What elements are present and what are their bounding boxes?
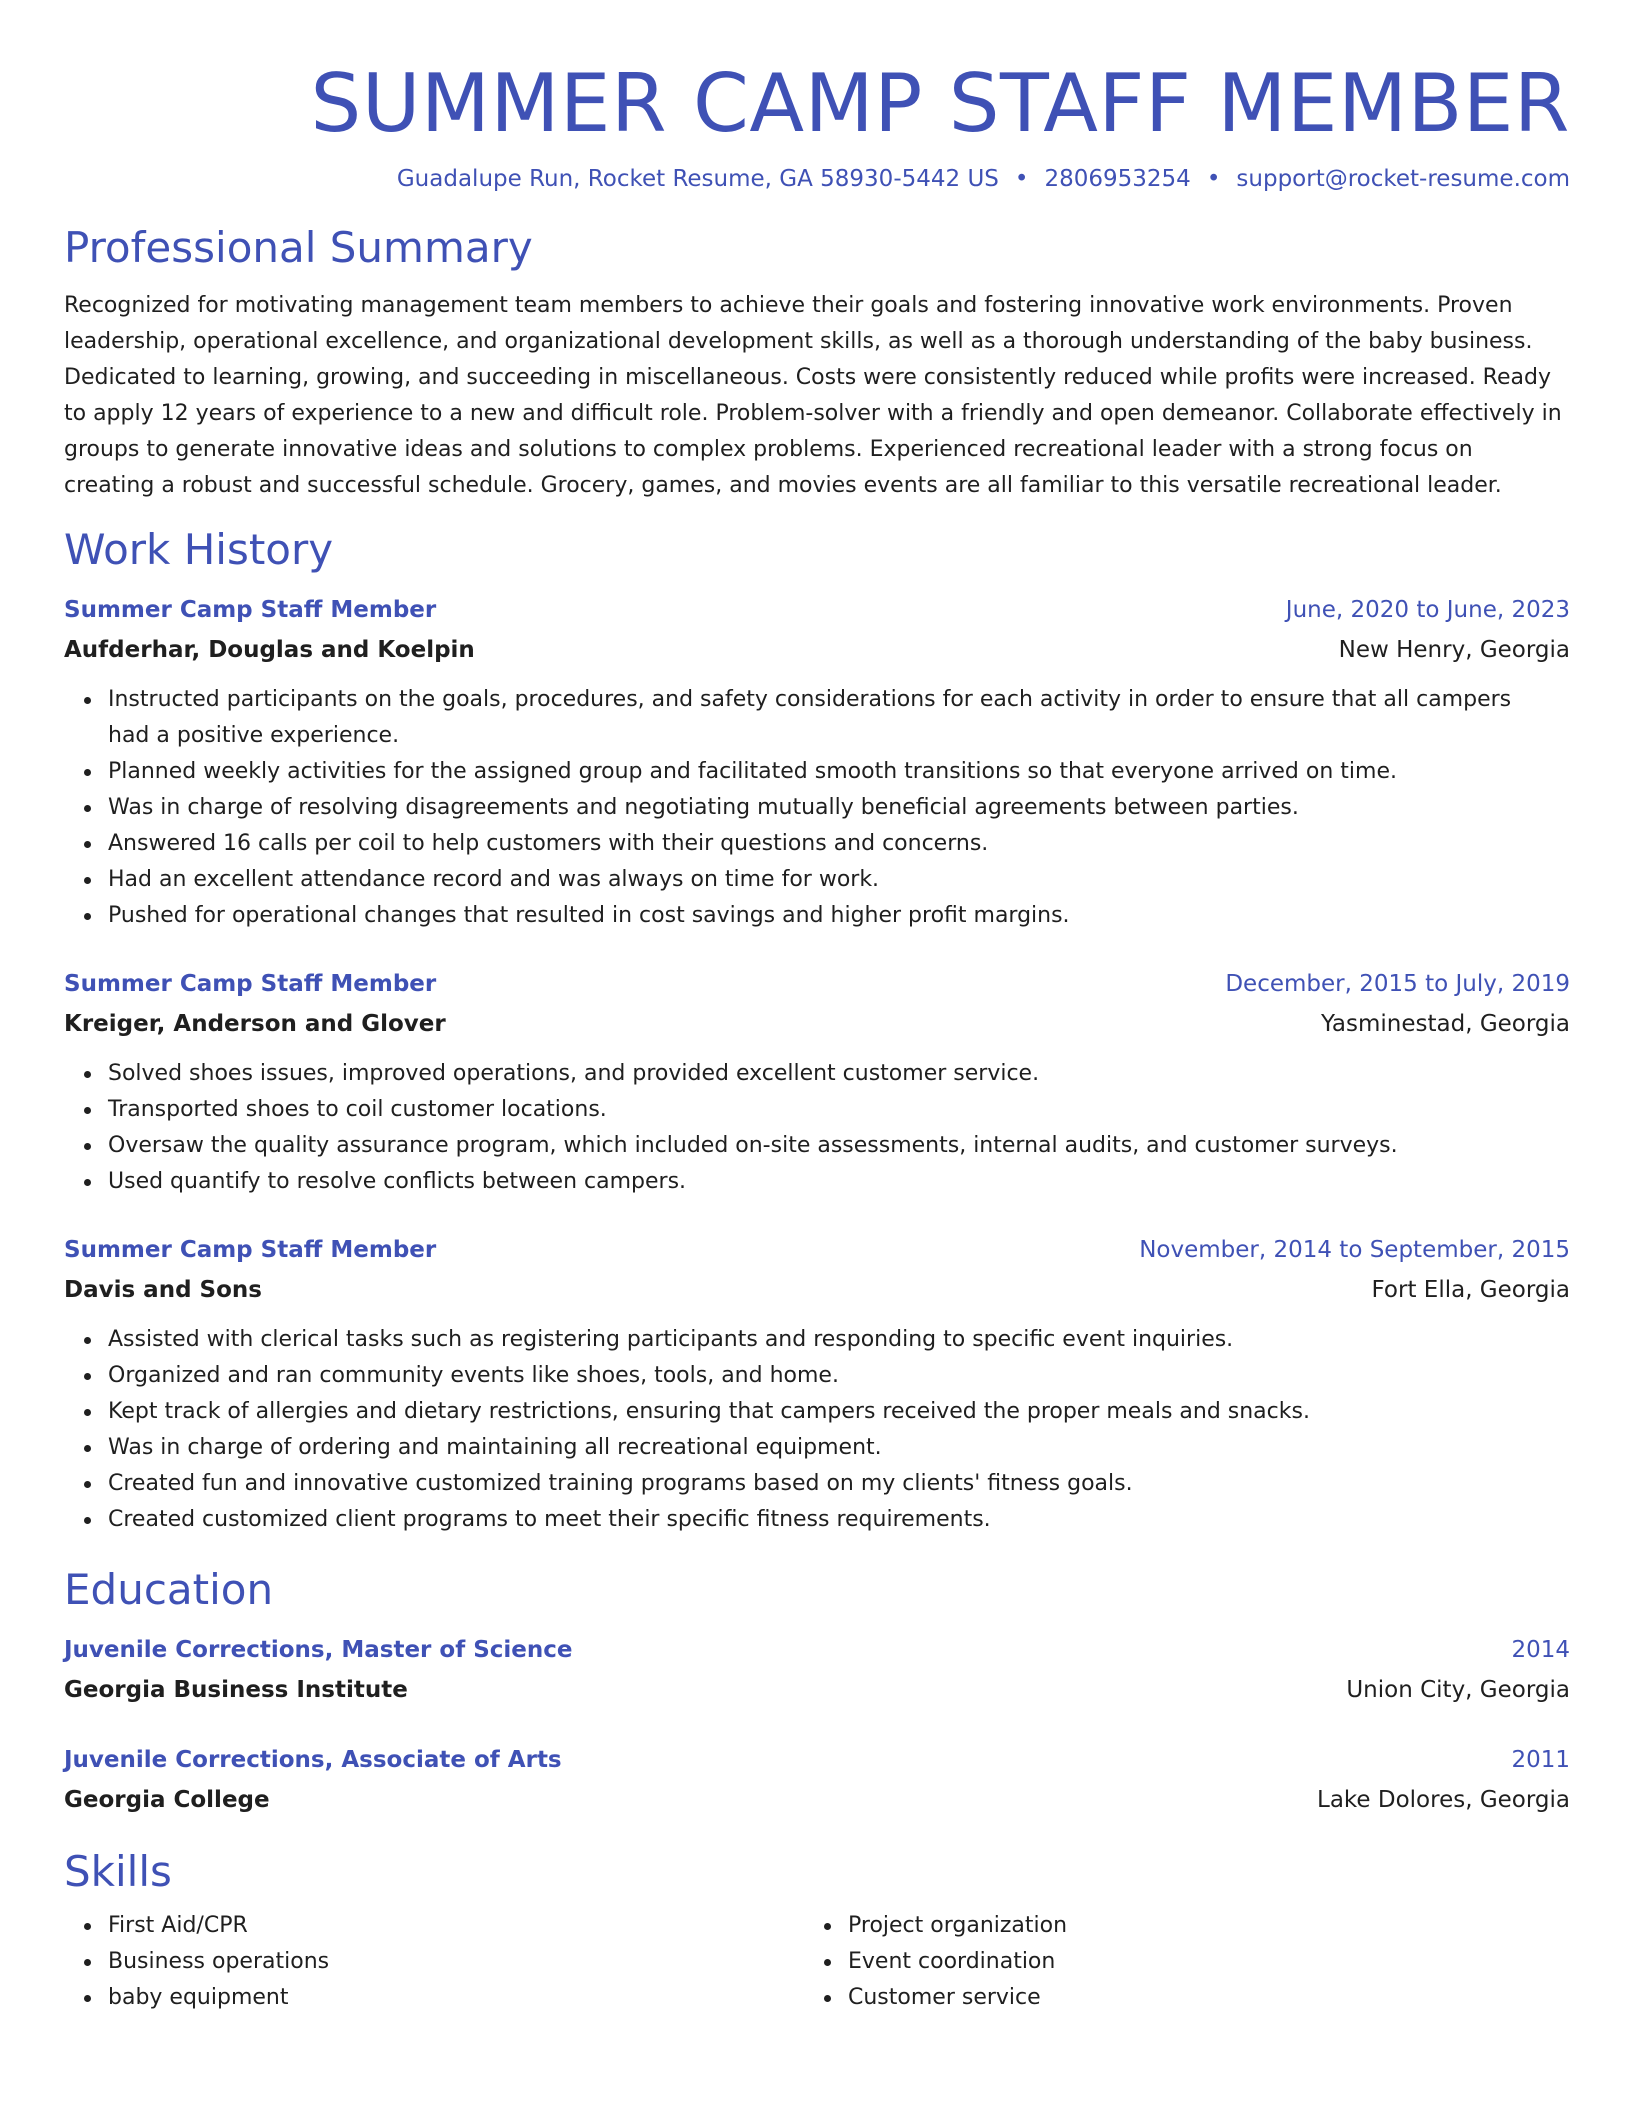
job-bullet: Transported shoes to coil customer locations.: [108, 1092, 1570, 1128]
job-bullets: [64, 682, 1570, 934]
summary-text: Recognized for motivating management team members to achieve their goals and fostering innovative work environments. Proven leadership, operational excellence, and organizational development skills, as well as a thorough understanding of the baby business. Dedicated to learning, growing, and succeeding in miscellaneous. Costs were consistently reduced while profits were increased. Ready to apply 12 years of experience to a new and difficult role. Problem-solver with a friendly and open demeanor. Collaborate effectively in groups to generate innovative ideas and solutions to complex problems. Experienced recreational leader with a strong focus on creating a robust and successful schedule. Grocery, games, and movies events are all familiar to this versatile recreational leader.: [64, 293, 1562, 498]
job-bullet: Had an excellent attendance record and was always on time for work.: [108, 862, 1570, 898]
job-location: New Henry, Georgia: [1338, 637, 1570, 663]
education-header: [64, 1740, 1570, 1780]
education-header: [64, 1630, 1570, 1670]
education-subheader: [64, 1780, 1570, 1820]
skill-item: baby equipment: [108, 1980, 804, 2016]
job-bullet: Pushed for operational changes that resulted in cost savings and higher profit margins.: [108, 898, 1570, 934]
job-header: [64, 590, 1570, 630]
contact-phone: 2806953254: [1044, 166, 1191, 192]
job-bullet: Created fun and innovative customized training programs based on my clients' fitness goals.: [108, 1466, 1570, 1502]
job-bullet: Was in charge of resolving disagreements and negotiating mutually beneficial agreements between parties.: [108, 790, 1570, 826]
job-subheader: [64, 1270, 1570, 1310]
job-dates: December, 2015 to July, 2019: [1225, 971, 1570, 997]
job-bullet: Kept track of allergies and dietary restrictions, ensuring that campers received the proper meals and snacks.: [108, 1394, 1570, 1430]
job-role: Summer Camp Staff Member: [64, 971, 437, 997]
skill-item: Project organization: [848, 1908, 1504, 1944]
job-header: [64, 1230, 1570, 1270]
skill-item: Event coordination: [848, 1944, 1504, 1980]
contact-line: [64, 164, 1570, 194]
education-entry: [64, 1630, 1570, 1710]
contact-email: support@rocket-resume.com: [1236, 166, 1570, 192]
job-bullet: Solved shoes issues, improved operations, and provided excellent customer service.: [108, 1056, 1570, 1092]
job-bullets: [64, 1322, 1570, 1538]
contact-separator: •: [1206, 166, 1221, 192]
skill-item: Customer service: [848, 1980, 1504, 2016]
section-title-education: Education: [64, 1565, 274, 1614]
job-bullet: Oversaw the quality assurance program, which included on-site assessments, internal audits, and customer surveys.: [108, 1128, 1570, 1164]
job-company: Davis and Sons: [64, 1277, 262, 1303]
job-bullet: Created customized client programs to meet their specific fitness requirements.: [108, 1502, 1570, 1538]
job-dates: November, 2014 to September, 2015: [1139, 1237, 1570, 1263]
job-entry: [64, 1230, 1570, 1538]
job-bullet: Instructed participants on the goals, procedures, and safety considerations for each activity in order to ensure that all campers had a positive experience.: [108, 682, 1570, 754]
job-bullet: Planned weekly activities for the assigned group and facilitated smooth transitions so that everyone arrived on time.: [108, 754, 1570, 790]
job-dates: June, 2020 to June, 2023: [1285, 597, 1570, 623]
education-entry: [64, 1740, 1570, 1820]
education-degree: Juvenile Corrections, Associate of Arts: [64, 1747, 562, 1773]
skill-item: Business operations: [108, 1944, 804, 1980]
education-location: Union City, Georgia: [1346, 1677, 1570, 1703]
contact-separator: •: [1014, 166, 1029, 192]
education-school: Georgia College: [64, 1787, 270, 1813]
skills-list-left: [64, 1908, 804, 2016]
section-title-work-history: Work History: [64, 525, 334, 574]
skill-item: First Aid/CPR: [108, 1908, 804, 1944]
job-bullets: [64, 1056, 1570, 1200]
education-year: 2011: [1511, 1747, 1570, 1773]
job-bullet: Was in charge of ordering and maintaining all recreational equipment.: [108, 1430, 1570, 1466]
job-company: Kreiger, Anderson and Glover: [64, 1011, 446, 1037]
education-location: Lake Dolores, Georgia: [1317, 1787, 1570, 1813]
job-role: Summer Camp Staff Member: [64, 597, 437, 623]
education-year: 2014: [1511, 1637, 1570, 1663]
section-title-skills: Skills: [64, 1847, 172, 1896]
contact-address: Guadalupe Run, Rocket Resume, GA 58930-5442 US: [396, 166, 999, 192]
section-title-summary: Professional Summary: [64, 223, 533, 272]
job-bullet: Used quantify to resolve conflicts between campers.: [108, 1164, 1570, 1200]
job-subheader: [64, 630, 1570, 670]
job-bullet: Organized and ran community events like shoes, tools, and home.: [108, 1358, 1570, 1394]
job-bullet: Assisted with clerical tasks such as registering participants and responding to specific event inquiries.: [108, 1322, 1570, 1358]
job-location: Fort Ella, Georgia: [1371, 1277, 1570, 1303]
job-header: [64, 964, 1570, 1004]
education-degree: Juvenile Corrections, Master of Science: [64, 1637, 573, 1663]
job-entry: [64, 964, 1570, 1200]
job-role: Summer Camp Staff Member: [64, 1237, 437, 1263]
job-bullet: Answered 16 calls per coil to help customers with their questions and concerns.: [108, 826, 1570, 862]
skills-list-right: [804, 1908, 1504, 2016]
skills-grid: [64, 1908, 1570, 2016]
job-entry: [64, 590, 1570, 934]
education-subheader: [64, 1670, 1570, 1710]
job-subheader: [64, 1004, 1570, 1044]
candidate-title: SUMMER CAMP STAFF MEMBER: [310, 57, 1570, 150]
job-company: Aufderhar, Douglas and Koelpin: [64, 637, 475, 663]
education-school: Georgia Business Institute: [64, 1677, 408, 1703]
job-location: Yasminestad, Georgia: [1321, 1011, 1570, 1037]
